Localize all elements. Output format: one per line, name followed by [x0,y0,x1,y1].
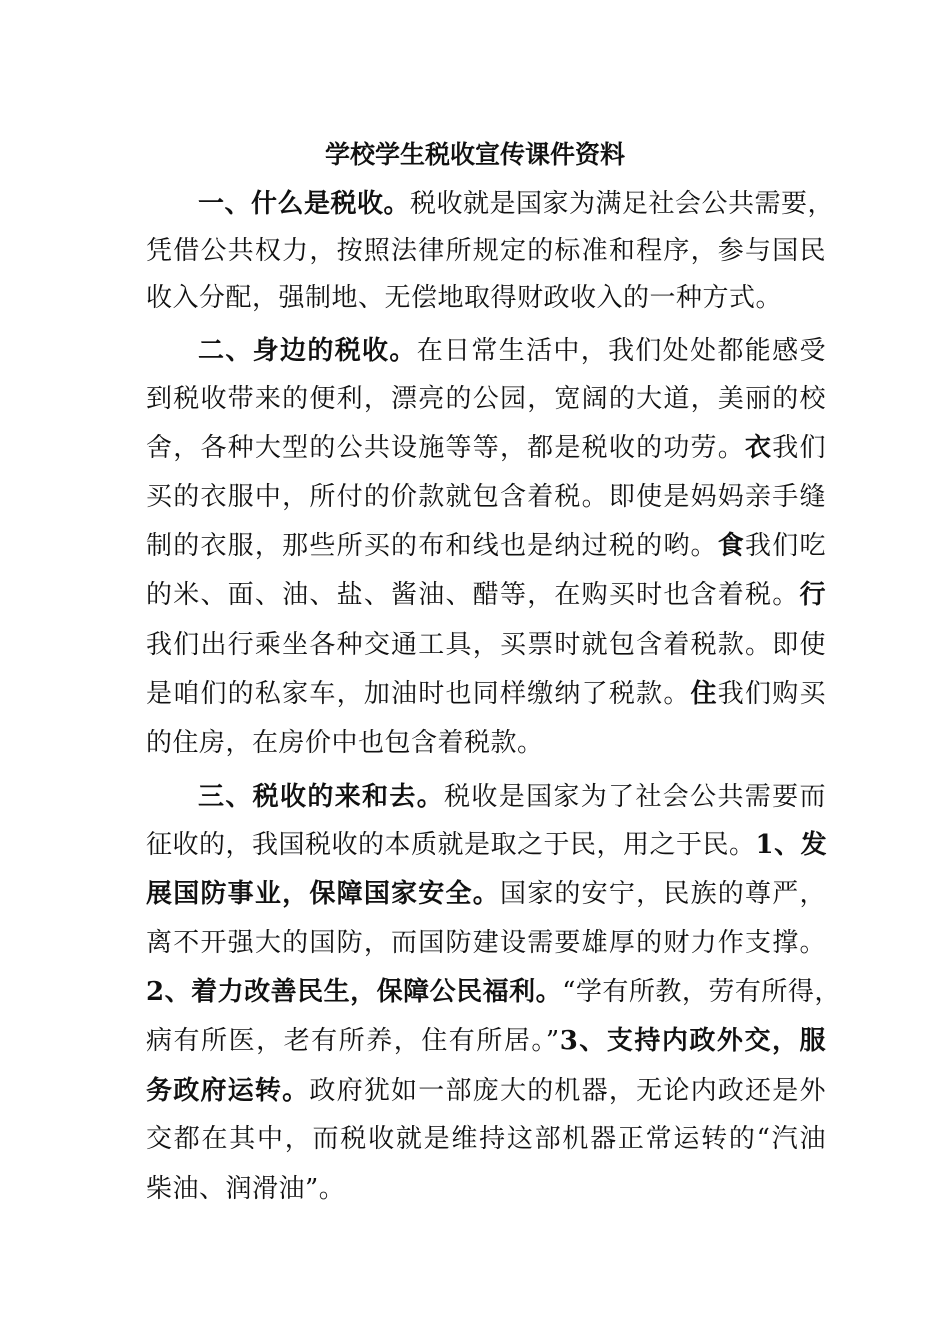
body-text: 收入分配，强制地、无偿地取得财政收入的一种方式。 [146,283,783,313]
text-line [146,967,841,1017]
text-line [146,718,826,768]
text-line [146,1016,826,1066]
text-line [146,669,826,719]
text-line [198,326,826,376]
body-text: 我们出行乘坐各种交通工具，买票时就包含着税款。即使 [146,630,826,660]
bold-text: 1、发 [755,830,828,860]
bold-text: 三、税收的来和去。 [198,782,445,812]
bold-text: 展国防事业，保障国家安全。 [146,879,500,909]
body-text: 到税收带来的便利，漂亮的公园，宽阔的大道，美丽的校 [146,384,826,414]
text-line [198,179,835,229]
text-line [146,918,826,968]
body-text: 政府犹如一部庞大的机器，无论内政还是外 [309,1076,826,1106]
body-text: 病有所医，老有所养，住有所居。” [146,1026,560,1056]
body-text: 买的衣服中，所付的价款就包含着税。即使是妈妈亲手缝 [146,482,826,512]
body-text: 离不开强大的国防，而国防建设需要雄厚的财力作支撑。 [146,928,826,958]
text-line [198,772,826,822]
body-text: 柴油、润滑油”。 [146,1174,346,1204]
text-line [146,472,826,522]
body-text: 舍，各种大型的公共设施等等，都是税收的功劳。 [146,433,745,463]
body-text: 税收就是国家为满足社会公共需要， [410,189,835,219]
text-line [146,374,826,424]
text-line [146,1114,826,1164]
body-text: 在日常生活中，我们处处都能感受 [416,336,826,366]
body-text: 凭借公共权力，按照法律所规定的标准和程序，参与国民 [146,236,826,266]
body-text: 的米、面、油、盐、酱油、醋等，在购买时也含着税。 [146,580,800,610]
body-text: 我们吃 [745,531,826,561]
text-line [146,1164,826,1214]
text-line [146,423,826,473]
document-title: 学校学生税收宣传课件资料 [324,140,625,169]
body-text: 国家的安宁，民族的尊严， [499,879,826,909]
bold-text: 住 [690,679,718,709]
bold-text: 一、什么是税收。 [198,189,411,219]
bold-text: 二、身边的税收。 [198,336,417,366]
body-text: 是咱们的私家车，加油时也同样缴纳了税款。 [146,679,691,709]
bold-text: 务政府运转。 [146,1076,310,1106]
bold-text: 2、着力改善民生，保障公民福利。 [146,977,563,1007]
text-line [146,1066,826,1116]
bold-text: 行 [799,580,826,610]
text-line [146,273,826,323]
body-text: 制的衣服，那些所买的布和线也是纳过税的哟。 [146,531,718,561]
body-text: 交都在其中，而税收就是维持这部机器正常运转的“汽油 [146,1124,826,1154]
bold-text: 衣 [745,433,773,463]
body-text: 征收的，我国税收的本质就是取之于民，用之于民。 [146,830,756,860]
body-text: 我们 [772,433,826,463]
text-line [146,226,826,276]
text-line [146,869,826,919]
text-line [146,820,826,870]
body-text: “学有所教，劳有所得， [562,977,841,1007]
body-text: 的住房，在房价中也包含着税款。 [146,728,544,758]
text-line [146,521,826,571]
body-text: 税收是国家为了社会公共需要而 [444,782,826,812]
body-text: 我们购买 [717,679,826,709]
bold-text: 3、支持内政外交，服 [559,1026,827,1056]
text-line [146,570,826,620]
bold-text: 食 [717,531,746,561]
text-line [146,620,826,670]
